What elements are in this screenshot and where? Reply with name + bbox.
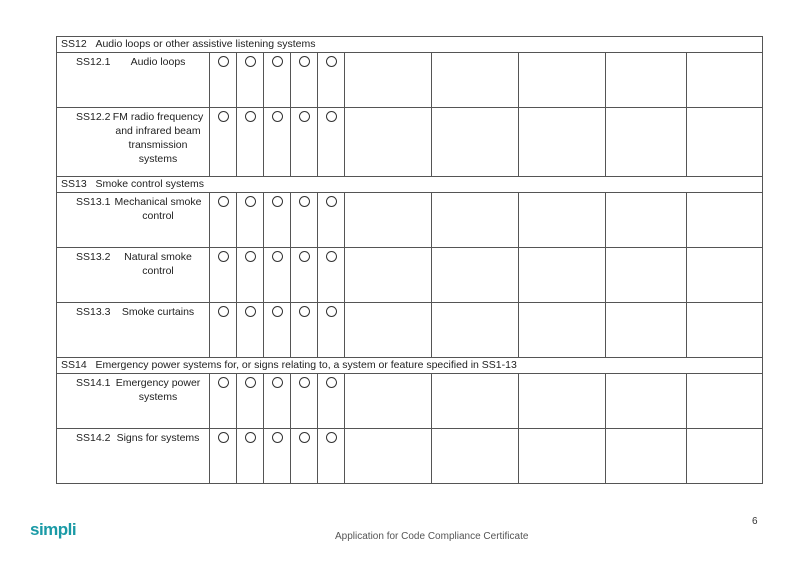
input-cell[interactable] xyxy=(345,374,432,429)
radio-cell xyxy=(291,193,318,248)
radio-button[interactable] xyxy=(245,251,256,262)
input-cell[interactable] xyxy=(606,53,687,108)
radio-button[interactable] xyxy=(326,251,337,262)
input-cell[interactable] xyxy=(432,374,519,429)
radio-cell xyxy=(318,248,345,303)
radio-cell xyxy=(291,108,318,177)
radio-cell xyxy=(318,429,345,484)
item-row xyxy=(57,53,763,108)
item-row xyxy=(57,193,763,248)
section-row xyxy=(57,37,763,53)
radio-button[interactable] xyxy=(299,306,310,317)
input-cell[interactable] xyxy=(687,248,763,303)
item-label: Mechanical smoke control xyxy=(114,196,202,222)
radio-cell xyxy=(210,429,237,484)
radio-cell xyxy=(318,193,345,248)
radio-cell xyxy=(237,193,264,248)
radio-cell xyxy=(264,429,291,484)
section-code: SS14 xyxy=(61,359,87,371)
item-label: Emergency power systems xyxy=(115,377,201,403)
input-cell[interactable] xyxy=(345,248,432,303)
radio-button[interactable] xyxy=(218,56,229,67)
item-label: Smoke curtains xyxy=(121,306,195,318)
input-cell[interactable] xyxy=(687,108,763,177)
input-cell[interactable] xyxy=(606,429,687,484)
radio-cell xyxy=(237,53,264,108)
item-row xyxy=(57,429,763,484)
radio-button[interactable] xyxy=(272,111,283,122)
item-row xyxy=(57,303,763,358)
section-title: Audio loops or other assistive listening systems xyxy=(95,38,316,50)
radio-button[interactable] xyxy=(326,56,337,67)
section-code: SS13 xyxy=(61,178,87,190)
item-label-cell xyxy=(57,248,210,303)
section-header xyxy=(57,358,763,374)
radio-cell xyxy=(264,374,291,429)
radio-cell xyxy=(318,53,345,108)
radio-button[interactable] xyxy=(218,111,229,122)
input-cell[interactable] xyxy=(345,108,432,177)
radio-button[interactable] xyxy=(326,196,337,207)
radio-cell xyxy=(210,248,237,303)
radio-cell xyxy=(210,303,237,358)
radio-button[interactable] xyxy=(299,196,310,207)
radio-button[interactable] xyxy=(326,432,337,443)
input-cell[interactable] xyxy=(606,303,687,358)
item-label: Audio loops xyxy=(130,56,186,68)
item-label-cell xyxy=(57,303,210,358)
item-label: Signs for systems xyxy=(116,432,200,444)
input-cell[interactable] xyxy=(519,303,606,358)
radio-button[interactable] xyxy=(218,306,229,317)
input-cell[interactable] xyxy=(432,193,519,248)
input-cell[interactable] xyxy=(432,248,519,303)
radio-cell xyxy=(291,248,318,303)
radio-cell xyxy=(210,374,237,429)
radio-button[interactable] xyxy=(299,251,310,262)
radio-cell xyxy=(264,303,291,358)
footer-title: Application for Code Compliance Certificate xyxy=(335,531,529,542)
radio-cell xyxy=(210,53,237,108)
input-cell[interactable] xyxy=(687,374,763,429)
item-label-cell xyxy=(57,108,210,177)
item-label-cell xyxy=(57,193,210,248)
radio-button[interactable] xyxy=(245,111,256,122)
radio-button[interactable] xyxy=(218,196,229,207)
input-cell[interactable] xyxy=(345,193,432,248)
radio-cell xyxy=(237,374,264,429)
section-header xyxy=(57,37,763,53)
input-cell[interactable] xyxy=(519,429,606,484)
input-cell[interactable] xyxy=(432,429,519,484)
input-cell[interactable] xyxy=(345,429,432,484)
compliance-table xyxy=(56,36,763,484)
input-cell[interactable] xyxy=(687,429,763,484)
simpli-logo: simpli xyxy=(30,520,77,539)
item-label-cell xyxy=(57,429,210,484)
input-cell[interactable] xyxy=(519,53,606,108)
radio-cell xyxy=(318,374,345,429)
radio-button[interactable] xyxy=(272,432,283,443)
radio-button[interactable] xyxy=(272,377,283,388)
item-label-cell xyxy=(57,374,210,429)
radio-cell xyxy=(264,108,291,177)
radio-button[interactable] xyxy=(326,377,337,388)
radio-button[interactable] xyxy=(245,377,256,388)
section-title: Emergency power systems for, or signs relating to, a system or feature specified in SS1-13 xyxy=(95,359,517,371)
radio-button[interactable] xyxy=(272,196,283,207)
radio-button[interactable] xyxy=(218,251,229,262)
input-cell[interactable] xyxy=(345,303,432,358)
item-code: SS12.2 xyxy=(76,111,111,123)
radio-cell xyxy=(264,193,291,248)
radio-button[interactable] xyxy=(299,377,310,388)
section-header xyxy=(57,177,763,193)
input-cell[interactable] xyxy=(687,53,763,108)
item-code: SS14.1 xyxy=(76,377,111,389)
input-cell[interactable] xyxy=(432,108,519,177)
item-code: SS14.2 xyxy=(76,432,111,444)
item-code: SS13.1 xyxy=(76,196,111,208)
radio-cell xyxy=(237,108,264,177)
radio-cell xyxy=(318,303,345,358)
input-cell[interactable] xyxy=(519,108,606,177)
radio-button[interactable] xyxy=(272,306,283,317)
item-code: SS13.2 xyxy=(76,251,111,263)
input-cell[interactable] xyxy=(606,108,687,177)
radio-button[interactable] xyxy=(326,111,337,122)
radio-button[interactable] xyxy=(245,196,256,207)
item-code: SS13.3 xyxy=(76,306,111,318)
input-cell[interactable] xyxy=(687,193,763,248)
section-code: SS12 xyxy=(61,38,87,50)
input-cell[interactable] xyxy=(519,374,606,429)
input-cell[interactable] xyxy=(606,193,687,248)
radio-cell xyxy=(237,248,264,303)
section-row xyxy=(57,177,763,193)
radio-button[interactable] xyxy=(218,432,229,443)
radio-cell xyxy=(318,108,345,177)
section-title: Smoke control systems xyxy=(95,178,204,190)
radio-button[interactable] xyxy=(326,306,337,317)
input-cell[interactable] xyxy=(606,374,687,429)
radio-cell xyxy=(237,303,264,358)
input-cell[interactable] xyxy=(606,248,687,303)
radio-cell xyxy=(264,248,291,303)
item-label: FM radio frequency and infrared beam transmission systems xyxy=(112,111,204,165)
input-cell[interactable] xyxy=(345,53,432,108)
radio-button[interactable] xyxy=(272,56,283,67)
radio-cell xyxy=(210,193,237,248)
radio-cell xyxy=(291,53,318,108)
item-row xyxy=(57,108,763,177)
input-cell[interactable] xyxy=(519,248,606,303)
input-cell[interactable] xyxy=(687,303,763,358)
radio-button[interactable] xyxy=(299,111,310,122)
radio-button[interactable] xyxy=(245,306,256,317)
radio-cell xyxy=(291,374,318,429)
item-row xyxy=(57,374,763,429)
section-row xyxy=(57,358,763,374)
radio-cell xyxy=(291,429,318,484)
radio-button[interactable] xyxy=(272,251,283,262)
radio-button[interactable] xyxy=(245,56,256,67)
item-code: SS12.1 xyxy=(76,56,111,68)
page-number: 6 xyxy=(752,516,758,527)
radio-button[interactable] xyxy=(299,56,310,67)
item-row xyxy=(57,248,763,303)
radio-cell xyxy=(264,53,291,108)
input-cell[interactable] xyxy=(432,303,519,358)
input-cell[interactable] xyxy=(432,53,519,108)
item-label: Natural smoke control xyxy=(124,251,192,277)
radio-button[interactable] xyxy=(218,377,229,388)
radio-button[interactable] xyxy=(245,432,256,443)
radio-button[interactable] xyxy=(299,432,310,443)
radio-cell xyxy=(210,108,237,177)
radio-cell xyxy=(237,429,264,484)
radio-cell xyxy=(291,303,318,358)
item-label-cell xyxy=(57,53,210,108)
input-cell[interactable] xyxy=(519,193,606,248)
